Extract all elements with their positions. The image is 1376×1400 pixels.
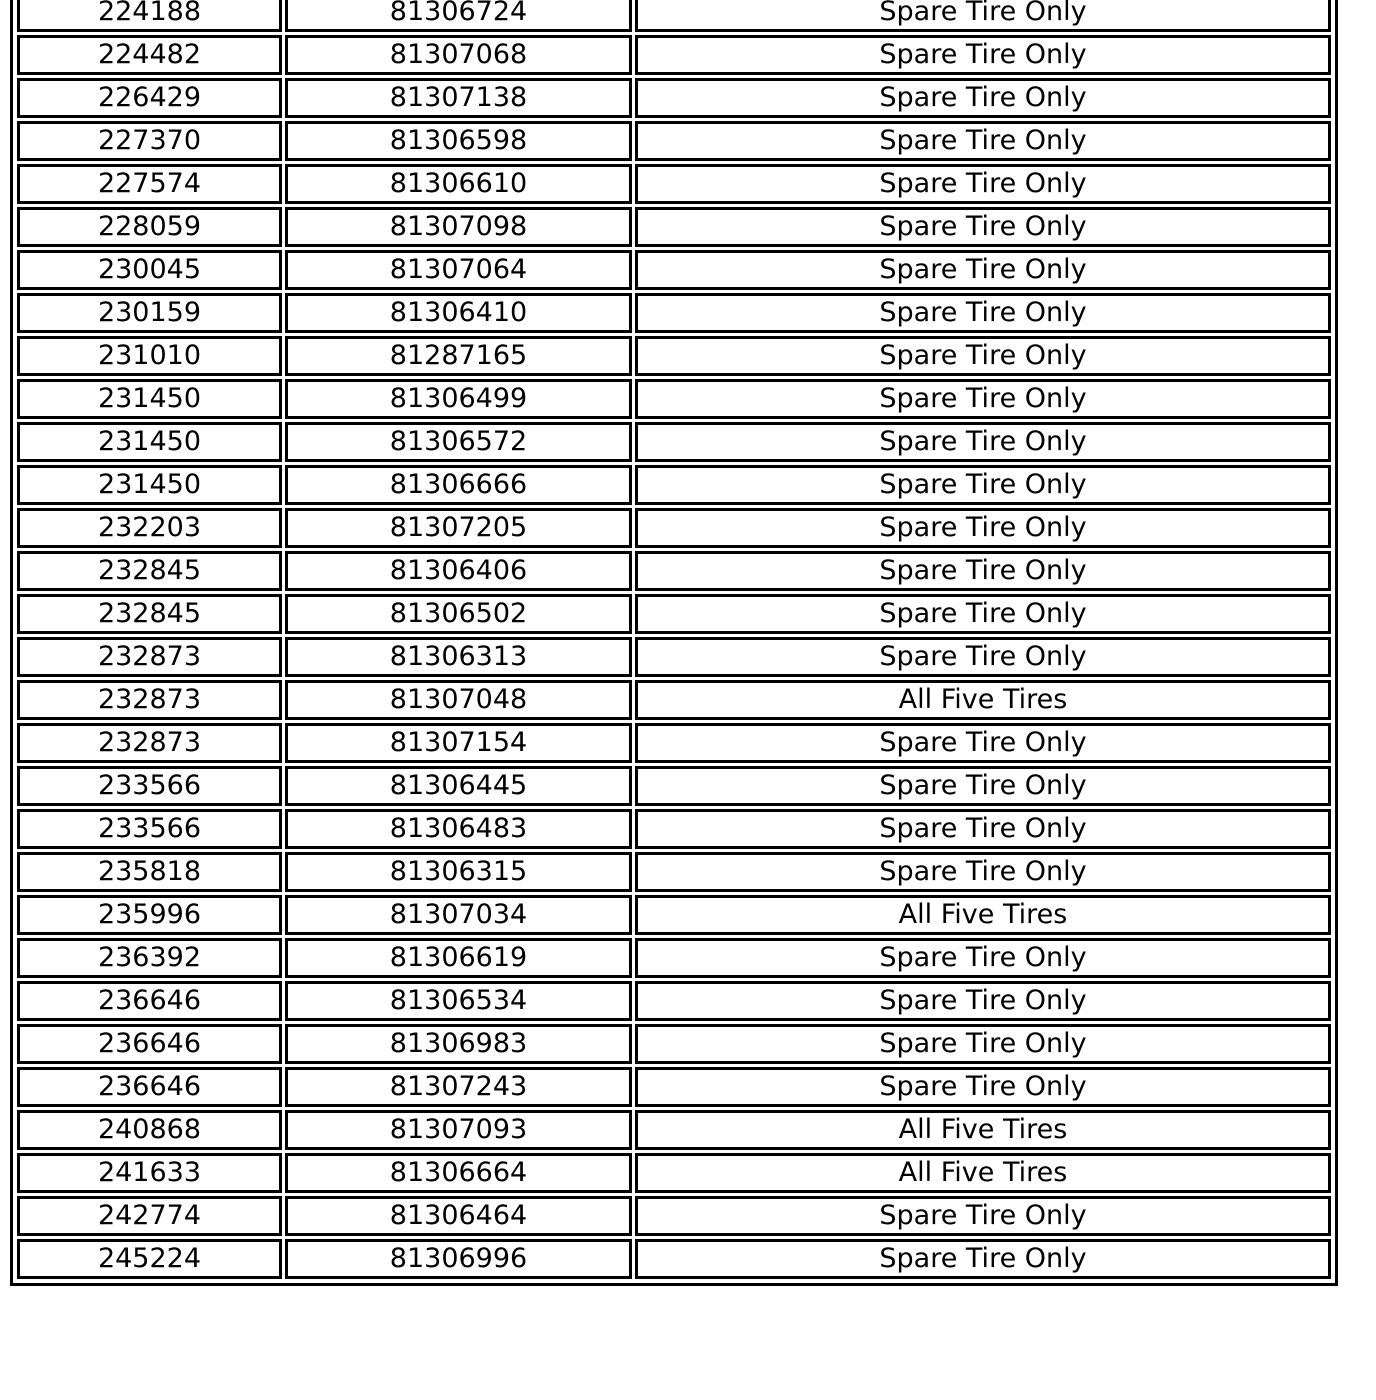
cell-first-number: 236646 <box>17 981 282 1021</box>
cell-coverage: All Five Tires <box>635 1153 1331 1193</box>
cell-first-number: 235996 <box>17 895 282 935</box>
cell-coverage: Spare Tire Only <box>635 293 1331 333</box>
cell-first-number: 230159 <box>17 293 282 333</box>
table-row <box>17 422 1331 462</box>
table-row <box>17 1024 1331 1064</box>
parts-table-container <box>10 0 1338 1286</box>
table-row <box>17 35 1331 75</box>
cell-first-number: 242774 <box>17 1196 282 1236</box>
cell-first-number: 231450 <box>17 422 282 462</box>
table-row <box>17 1110 1331 1150</box>
cell-coverage: Spare Tire Only <box>635 981 1331 1021</box>
table-row <box>17 1196 1331 1236</box>
cell-first-number: 236392 <box>17 938 282 978</box>
cell-coverage: Spare Tire Only <box>635 250 1331 290</box>
cell-second-number: 81306315 <box>285 852 632 892</box>
cell-second-number: 81307205 <box>285 508 632 548</box>
table-row <box>17 293 1331 333</box>
cell-first-number: 232873 <box>17 723 282 763</box>
cell-first-number: 232203 <box>17 508 282 548</box>
cell-second-number: 81306499 <box>285 379 632 419</box>
cell-coverage: Spare Tire Only <box>635 723 1331 763</box>
table-row <box>17 723 1331 763</box>
cell-coverage: Spare Tire Only <box>635 78 1331 118</box>
cell-second-number: 81307093 <box>285 1110 632 1150</box>
table-row <box>17 1153 1331 1193</box>
table-row <box>17 250 1331 290</box>
cell-first-number: 230045 <box>17 250 282 290</box>
cell-second-number: 81306410 <box>285 293 632 333</box>
table-row <box>17 465 1331 505</box>
table-row <box>17 551 1331 591</box>
cell-first-number: 241633 <box>17 1153 282 1193</box>
cell-coverage: Spare Tire Only <box>635 508 1331 548</box>
cell-second-number: 81306534 <box>285 981 632 1021</box>
cell-coverage: All Five Tires <box>635 1110 1331 1150</box>
cell-second-number: 81306996 <box>285 1239 632 1279</box>
cell-first-number: 240868 <box>17 1110 282 1150</box>
cell-coverage: Spare Tire Only <box>635 379 1331 419</box>
table-row <box>17 379 1331 419</box>
cell-coverage: Spare Tire Only <box>635 1067 1331 1107</box>
cell-first-number: 236646 <box>17 1024 282 1064</box>
cell-second-number: 81306724 <box>285 0 632 32</box>
cell-coverage: Spare Tire Only <box>635 1196 1331 1236</box>
cell-coverage: All Five Tires <box>635 895 1331 935</box>
table-row <box>17 637 1331 677</box>
cell-coverage: Spare Tire Only <box>635 551 1331 591</box>
cell-second-number: 81307098 <box>285 207 632 247</box>
cell-second-number: 81287165 <box>285 336 632 376</box>
parts-table-body <box>17 0 1331 1279</box>
cell-first-number: 231450 <box>17 465 282 505</box>
table-row <box>17 78 1331 118</box>
cell-coverage: Spare Tire Only <box>635 422 1331 462</box>
cell-coverage: Spare Tire Only <box>635 465 1331 505</box>
cell-coverage: Spare Tire Only <box>635 637 1331 677</box>
cell-second-number: 81307034 <box>285 895 632 935</box>
cell-second-number: 81306619 <box>285 938 632 978</box>
cell-first-number: 235818 <box>17 852 282 892</box>
cell-second-number: 81307154 <box>285 723 632 763</box>
cell-second-number: 81306406 <box>285 551 632 591</box>
cell-first-number: 236646 <box>17 1067 282 1107</box>
cell-coverage: Spare Tire Only <box>635 809 1331 849</box>
cell-coverage: Spare Tire Only <box>635 121 1331 161</box>
table-row <box>17 766 1331 806</box>
cell-second-number: 81307138 <box>285 78 632 118</box>
cell-second-number: 81306983 <box>285 1024 632 1064</box>
cell-second-number: 81306313 <box>285 637 632 677</box>
cell-coverage: Spare Tire Only <box>635 1239 1331 1279</box>
cell-first-number: 228059 <box>17 207 282 247</box>
cell-second-number: 81306572 <box>285 422 632 462</box>
cell-second-number: 81306610 <box>285 164 632 204</box>
cell-first-number: 232845 <box>17 594 282 634</box>
table-row <box>17 164 1331 204</box>
cell-coverage: Spare Tire Only <box>635 0 1331 32</box>
cell-first-number: 232873 <box>17 637 282 677</box>
cell-first-number: 233566 <box>17 766 282 806</box>
table-row <box>17 981 1331 1021</box>
table-row <box>17 1067 1331 1107</box>
cell-coverage: Spare Tire Only <box>635 207 1331 247</box>
table-row <box>17 0 1331 32</box>
cell-coverage: Spare Tire Only <box>635 1024 1331 1064</box>
cell-second-number: 81307048 <box>285 680 632 720</box>
table-row <box>17 680 1331 720</box>
table-row <box>17 895 1331 935</box>
cell-coverage: Spare Tire Only <box>635 35 1331 75</box>
table-row <box>17 594 1331 634</box>
cell-second-number: 81306445 <box>285 766 632 806</box>
cell-second-number: 81307068 <box>285 35 632 75</box>
cell-second-number: 81307243 <box>285 1067 632 1107</box>
cell-first-number: 226429 <box>17 78 282 118</box>
table-row <box>17 852 1331 892</box>
parts-table <box>14 0 1334 1282</box>
cell-first-number: 232873 <box>17 680 282 720</box>
cell-second-number: 81306598 <box>285 121 632 161</box>
cell-second-number: 81306483 <box>285 809 632 849</box>
cell-coverage: Spare Tire Only <box>635 766 1331 806</box>
table-row <box>17 336 1331 376</box>
cell-coverage: All Five Tires <box>635 680 1331 720</box>
cell-first-number: 224188 <box>17 0 282 32</box>
cell-first-number: 227370 <box>17 121 282 161</box>
table-row <box>17 809 1331 849</box>
table-row <box>17 508 1331 548</box>
cell-first-number: 233566 <box>17 809 282 849</box>
cell-second-number: 81307064 <box>285 250 632 290</box>
cell-coverage: Spare Tire Only <box>635 336 1331 376</box>
cell-first-number: 231450 <box>17 379 282 419</box>
table-row <box>17 207 1331 247</box>
cell-coverage: Spare Tire Only <box>635 164 1331 204</box>
cell-first-number: 224482 <box>17 35 282 75</box>
cell-coverage: Spare Tire Only <box>635 594 1331 634</box>
cell-first-number: 227574 <box>17 164 282 204</box>
cell-first-number: 245224 <box>17 1239 282 1279</box>
cell-second-number: 81306666 <box>285 465 632 505</box>
table-row <box>17 938 1331 978</box>
table-row <box>17 1239 1331 1279</box>
cell-coverage: Spare Tire Only <box>635 938 1331 978</box>
table-row <box>17 121 1331 161</box>
cell-second-number: 81306502 <box>285 594 632 634</box>
cell-first-number: 232845 <box>17 551 282 591</box>
cell-second-number: 81306664 <box>285 1153 632 1193</box>
cell-first-number: 231010 <box>17 336 282 376</box>
cell-coverage: Spare Tire Only <box>635 852 1331 892</box>
cell-second-number: 81306464 <box>285 1196 632 1236</box>
